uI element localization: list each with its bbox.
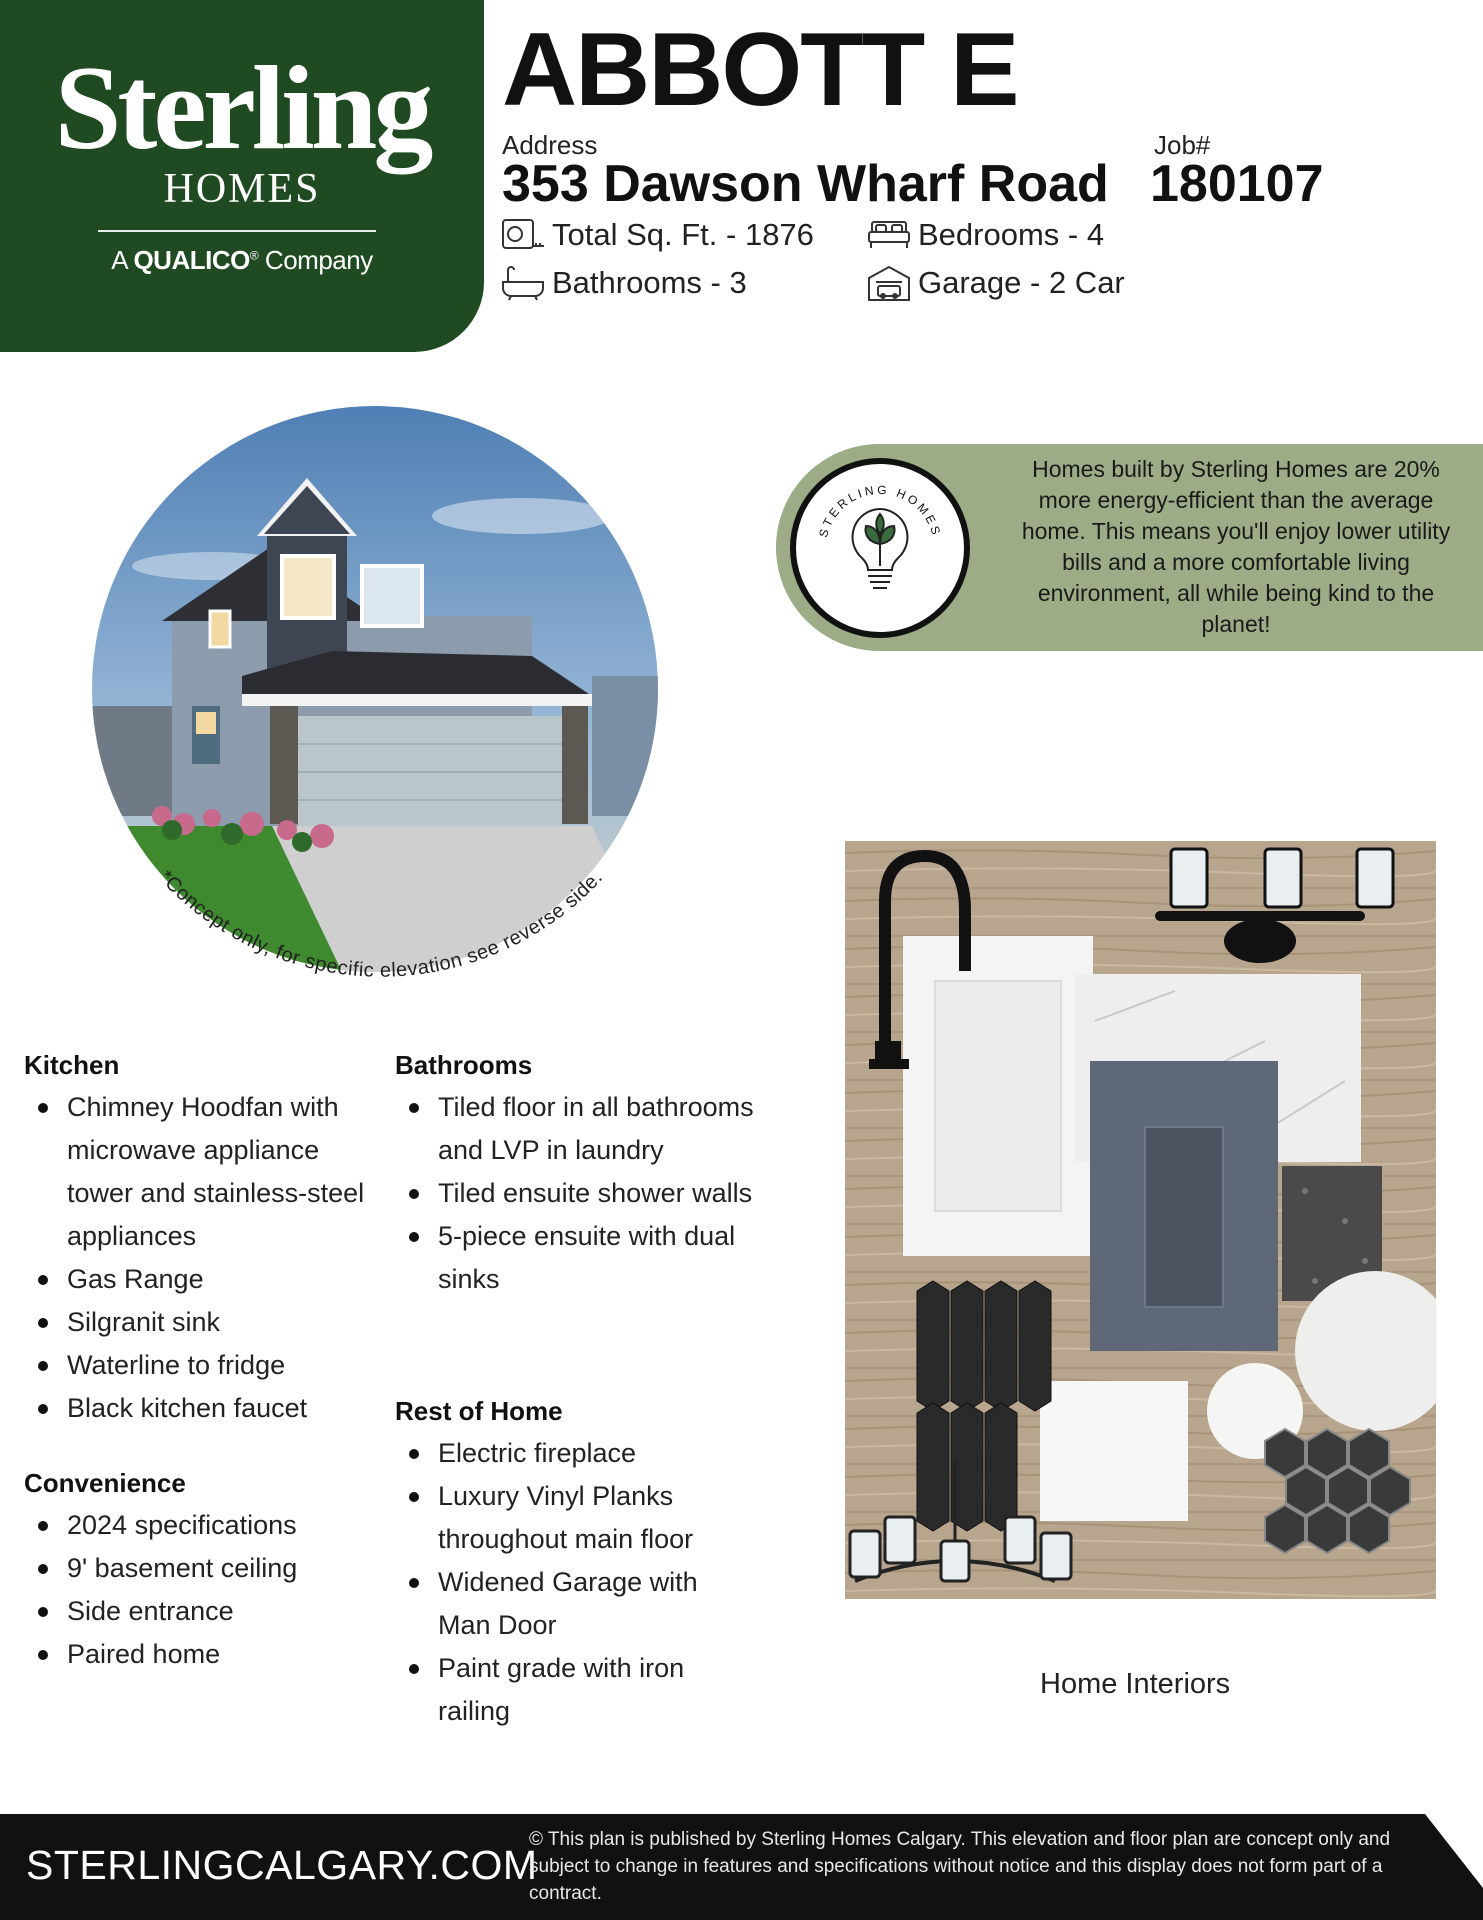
job-label: Job#	[1154, 130, 1211, 160]
garage-icon	[866, 264, 912, 302]
tagline-prefix: A	[111, 245, 127, 275]
svg-text:*Concept only, for specific el	[155, 866, 607, 981]
brand-logo	[0, 0, 484, 352]
logo-divider	[98, 230, 376, 232]
moodboard-caption: Home Interiors	[1040, 1668, 1231, 1700]
list-item: Tiled ensuite shower walls	[395, 1172, 775, 1215]
list-item: Waterline to fridge	[24, 1344, 384, 1387]
energy-callout	[776, 444, 1483, 651]
list-item: 5-piece ensuite with dual sinks	[395, 1215, 775, 1301]
concept-caption	[80, 398, 670, 1008]
energy-badge-text: STERLING HOMES	[816, 482, 944, 539]
concept-caption-text: *Concept only, for specific elevation see reverse side.	[154, 866, 608, 982]
energy-badge	[790, 458, 970, 638]
spec-sqft-text: Total Sq. Ft. - 1876	[552, 217, 814, 252]
spec-garage-text: Garage - 2 Car	[918, 265, 1125, 300]
floor-plan-icon	[500, 216, 546, 254]
list-item: Luxury Vinyl Planks throughout main floor	[395, 1475, 735, 1561]
address-value: 353 Dawson Wharf Road	[502, 155, 1109, 213]
list-item: Widened Garage with Man Door	[395, 1561, 735, 1647]
spec-bathrooms-text: Bathrooms - 3	[552, 265, 747, 300]
list-item: Side entrance	[24, 1590, 384, 1633]
spec-garage	[866, 264, 1125, 302]
spec-bathrooms	[500, 264, 747, 302]
spec-bedrooms-text: Bedrooms - 4	[918, 217, 1105, 252]
energy-text: Homes built by Sterling Homes are 20% more energy-efficient than the average home. This means you'll enjoy lower utility bills and a more comfortable living environment, all while being kind to the planet!	[1021, 456, 1451, 637]
job-value: 180107	[1150, 155, 1324, 213]
brand-tagline	[0, 245, 484, 276]
list-item: Paint grade with iron railing	[395, 1647, 735, 1733]
rest-heading: Rest of Home	[395, 1396, 563, 1426]
bathrooms-heading: Bathrooms	[395, 1050, 533, 1080]
footer-legal: © This plan is published by Sterling Homes Calgary. This elevation and floor plan are concept only and subject to change in features and specifications without notice and this display does not form part of a contract.	[529, 1829, 1391, 1904]
bed-icon	[866, 216, 912, 254]
tagline-brand: QUALICO	[133, 245, 250, 275]
convenience-list	[24, 1504, 384, 1676]
convenience-heading: Convenience	[24, 1468, 186, 1498]
list-item: Silgranit sink	[24, 1301, 384, 1344]
rest-list	[395, 1432, 735, 1733]
list-item: Electric fireplace	[395, 1432, 735, 1475]
house-rendering	[80, 398, 670, 1008]
list-item: 9' basement ceiling	[24, 1547, 384, 1590]
bathtub-icon	[500, 264, 546, 302]
lightbulb-leaf-icon	[840, 504, 920, 594]
list-item: Gas Range	[24, 1258, 384, 1301]
page-title: ABBOTT E	[502, 12, 1018, 128]
list-item: 2024 specifications	[24, 1504, 384, 1547]
list-item: Paired home	[24, 1633, 384, 1676]
list-item: Tiled floor in all bathrooms and LVP in laundry	[395, 1086, 775, 1172]
bathrooms-list	[395, 1086, 775, 1301]
tagline-mark: ®	[249, 248, 259, 263]
spec-bedrooms	[866, 216, 1104, 254]
kitchen-list	[24, 1086, 384, 1430]
footer-site-link[interactable]: STERLINGCALGARY.COM	[26, 1842, 538, 1888]
brand-name: Sterling	[54, 41, 430, 174]
interiors-moodboard	[845, 841, 1436, 1599]
tagline-suffix: Company	[264, 245, 373, 275]
kitchen-heading: Kitchen	[24, 1050, 120, 1080]
list-item: Chimney Hoodfan with microwave appliance tower and stainless-steel appliances	[24, 1086, 384, 1258]
address-label: Address	[502, 130, 598, 160]
list-item: Black kitchen faucet	[24, 1387, 384, 1430]
spec-sqft	[500, 216, 814, 254]
brand-sub: HOMES	[163, 166, 321, 212]
